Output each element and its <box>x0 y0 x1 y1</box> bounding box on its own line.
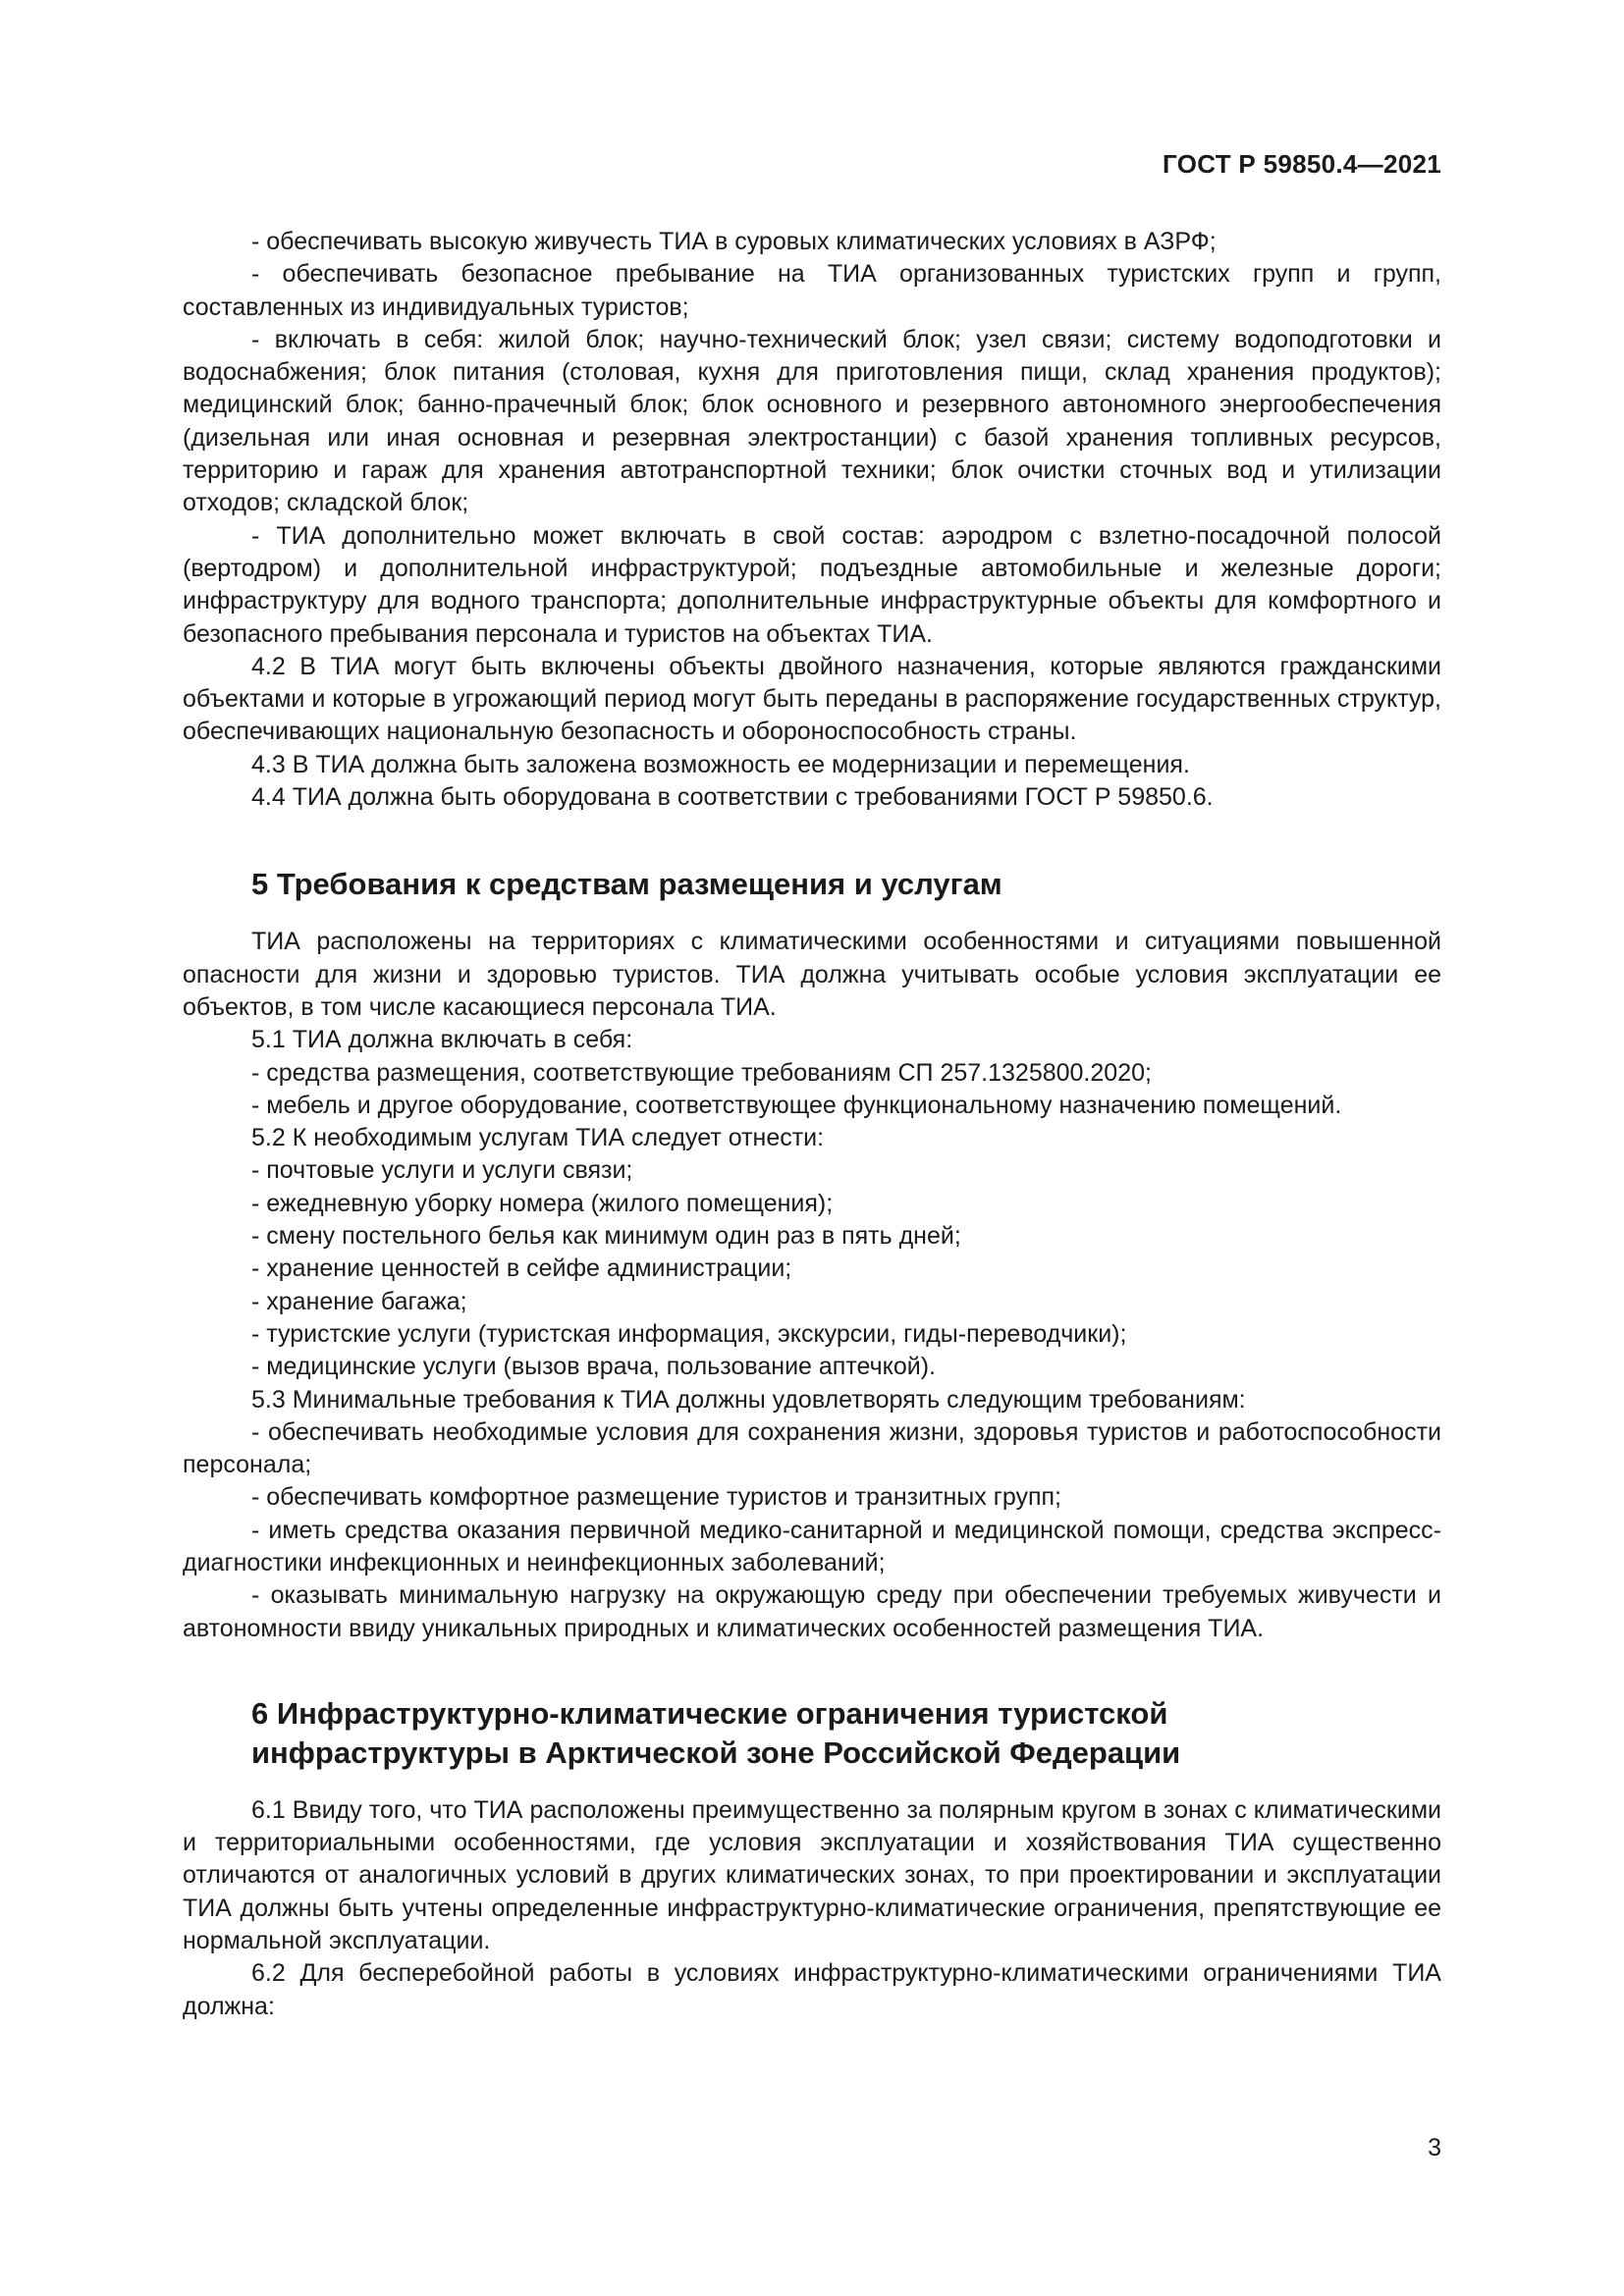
clause-6-1: 6.1 Ввиду того, что ТИА расположены преимущественно за полярным кругом в зонах с климатическими и территориальными особенностями, где условия эксплуатации и хозяйствования ТИА существенно отличаются от аналогичных условий в других климатических зонах, то при проектировании и эксплуатации ТИА должны быть учтены определенные инфраструктурно-климатические ограничения, препятствующие ее нормальной эксплуатации. <box>183 1795 1441 1955</box>
clause-5-2: 5.2 К необходимым услугам ТИА следует отнести: <box>251 1124 825 1152</box>
list-item: - включать в себя: жилой блок; научно-технический блок; узел связи; систему водоподготовки и водоснабжения; блок питания (столовая, кухня для приготовления пищи, склад хранения продуктов); медицинский блок; банно-прачечный блок; блок основного и резервного автономного энергообеспечения (дизельная или иная основная и резервная электростанции) с базой хранения топливных ресурсов, территорию и гараж для хранения автотранспортной техники; блок очистки сточных вод и утилизации отходов; складской блок; <box>183 325 1441 517</box>
section-6-heading-line-2: инфраструктуры в Арктической зоне Российской Федерации <box>251 1735 1181 1770</box>
list-item: - хранение ценностей в сейфе администрации; <box>251 1255 792 1283</box>
list-item: - туристские услуги (туристская информация, экскурсии, гиды-переводчики); <box>251 1319 1127 1348</box>
list-item: - обеспечивать необходимые условия для сохранения жизни, здоровья туристов и работоспособности персонала; <box>183 1417 1441 1479</box>
document-body <box>183 226 1441 2023</box>
section-6-heading-line-1: 6 Инфраструктурно-климатические ограничения туристской <box>251 1695 1168 1731</box>
document-id-header: ГОСТ Р 59850.4—2021 <box>1163 149 1441 179</box>
clause-6-2: 6.2 Для бесперебойной работы в условиях инфраструктурно-климатическими ограничениями ТИА должна: <box>183 1959 1441 2020</box>
list-item: - медицинские услуги (вызов врача, пользование аптечкой). <box>251 1353 936 1381</box>
list-item: - обеспечивать безопасное пребывание на ТИА организованных туристских групп и групп, составленных из индивидуальных туристов; <box>183 260 1441 321</box>
section-6-heading <box>183 1694 1441 1773</box>
section-5-heading: 5 Требования к средствам размещения и услугам <box>251 867 1002 902</box>
list-item: - мебель и другое оборудование, соответствующее функциональному назначению помещений. <box>251 1091 1342 1119</box>
section-5-intro: ТИА расположены на территориях с климатическими особенностями и ситуациями повышенной опасности для жизни и здоровью туристов. ТИА должна учитывать особые условия эксплуатации ее объектов, в том числе касающиеся персонала ТИА. <box>183 928 1441 1021</box>
clause-5-1: 5.1 ТИА должна включать в себя: <box>251 1026 633 1054</box>
list-item: - оказывать минимальную нагрузку на окружающую среду при обеспечении требуемых живучести и автономности ввиду уникальных природных и климатических особенностей размещения ТИА. <box>183 1581 1441 1642</box>
list-item: - почтовые услуги и услуги связи; <box>251 1156 633 1185</box>
page-number: 3 <box>1428 2134 1441 2162</box>
list-item: - иметь средства оказания первичной медико-санитарной и медицинской помощи, средства экспресс-диагностики инфекционных и неинфекционных заболеваний; <box>183 1516 1441 1576</box>
list-item: - обеспечивать высокую живучесть ТИА в суровых климатических условиях в АЗРФ; <box>251 228 1217 255</box>
list-item: - средства размещения, соответствующие требованиям СП 257.1325800.2020; <box>251 1058 1152 1087</box>
list-item: - ежедневную уборку номера (жилого помещения); <box>251 1189 834 1217</box>
list-item: - обеспечивать комфортное размещение туристов и транзитных групп; <box>251 1483 1061 1512</box>
list-item: - хранение багажа; <box>251 1287 467 1315</box>
clause-4-4: 4.4 ТИА должна быть оборудована в соответствии с требованиями ГОСТ Р 59850.6. <box>251 783 1214 812</box>
list-item: - смену постельного белья как минимум один раз в пять дней; <box>251 1222 961 1251</box>
clause-4-3: 4.3 В ТИА должна быть заложена возможность ее модернизации и перемещения. <box>251 750 1190 778</box>
list-item: - ТИА дополнительно может включать в свой состав: аэродром с взлетно-посадочной полосой (вертодром) и дополнительной инфраструктурой; подъездные автомобильные и железные дороги; инфраструктуру для водного транспорта; дополнительные инфраструктурные объекты для комфортного и безопасного пребывания персонала и туристов на объектах ТИА. <box>183 521 1441 648</box>
clause-5-3: 5.3 Минимальные требования к ТИА должны удовлетворять следующим требованиям: <box>251 1385 1246 1414</box>
clause-4-2: 4.2 В ТИА могут быть включены объекты двойного назначения, которые являются гражданскими объектами и которые в угрожающий период могут быть переданы в распоряжение государственных структур, обеспечивающих национальную безопасность и обороноспособность страны. <box>183 652 1441 746</box>
